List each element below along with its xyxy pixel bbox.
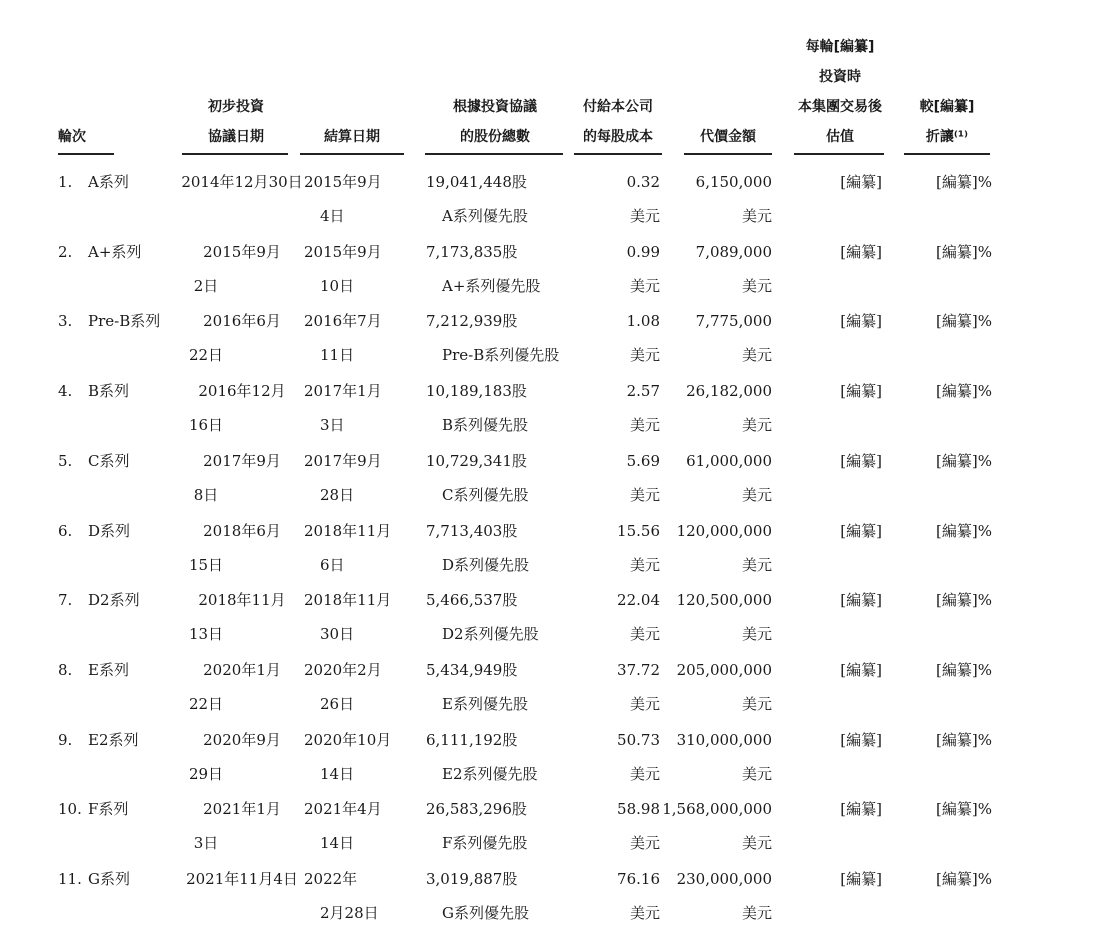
header-cost-line-2: 的每股成本: [583, 129, 653, 145]
row-1-shares: 19,041,448股: [426, 173, 527, 191]
row-7-discount: [編纂]%: [936, 591, 992, 609]
row-11-number: 11.: [58, 870, 82, 888]
row-11-valuation: [編纂]: [840, 870, 882, 888]
row-7-shares: 5,466,537股: [426, 591, 518, 609]
row-8-settlement-date: 2020年2月: [304, 661, 382, 679]
header-cost-underline: [574, 153, 662, 155]
row-5-consideration: 61,000,000: [686, 452, 772, 470]
row-4-discount: [編纂]%: [936, 382, 992, 400]
row-4-consideration: 26,182,000: [686, 382, 772, 400]
row-8-consideration-currency: 美元: [741, 695, 772, 713]
row-5-shares: 10,729,341股: [426, 452, 527, 470]
row-4-agreement-date-cont: 16日: [188, 416, 224, 434]
header-discount-line-1: 較[編纂]: [919, 99, 975, 115]
header-round-line-1: 輪次: [58, 129, 86, 145]
row-5-number: 5.: [58, 452, 73, 470]
row-8-share-class: E系列優先股: [442, 695, 528, 713]
row-10-discount: [編纂]%: [936, 800, 992, 818]
header-amount-line-1: 代價金額: [700, 129, 756, 145]
row-1-discount: [編纂]%: [936, 173, 992, 191]
row-3-agreement-date-cont: 22日: [188, 346, 224, 364]
row-6-agreement-date-cont: 15日: [188, 556, 224, 574]
row-11-shares: 3,019,887股: [426, 870, 518, 888]
row-8-discount: [編纂]%: [936, 661, 992, 679]
row-5-cost-currency: 美元: [629, 486, 660, 504]
row-8-cost-currency: 美元: [629, 695, 660, 713]
row-3-share-class: Pre-B系列優先股: [442, 346, 560, 364]
row-11-consideration-currency: 美元: [741, 904, 772, 922]
header-settlement_date-underline: [300, 153, 404, 155]
row-11-settlement-date: 2022年: [304, 870, 358, 888]
row-8-consideration: 205,000,000: [676, 661, 772, 679]
header-agreement_date-line-1: 初步投資: [208, 99, 264, 115]
row-1-agreement-date: 2014年12月30日: [181, 173, 303, 191]
header-valuation-line-4: 估值: [826, 129, 854, 145]
row-2-settlement-date-cont: 10日: [320, 277, 355, 295]
row-8-number: 8.: [58, 661, 73, 679]
row-3-settlement-date: 2016年7月: [304, 312, 382, 330]
row-7-consideration: 120,500,000: [676, 591, 772, 609]
row-9-number: 9.: [58, 731, 73, 749]
row-3-consideration-currency: 美元: [741, 346, 772, 364]
header-round-underline: [58, 153, 114, 155]
row-5-agreement-date-cont: 8日: [193, 486, 219, 504]
header-valuation-line-1: 每輪[編纂]: [805, 39, 875, 55]
row-7-agreement-date-cont: 13日: [188, 625, 224, 643]
row-1-number: 1.: [58, 173, 73, 191]
row-1-share-class: A系列優先股: [442, 207, 528, 225]
row-9-valuation: [編纂]: [840, 731, 882, 749]
row-11-share-class: G系列優先股: [442, 904, 529, 922]
row-4-valuation: [編纂]: [840, 382, 882, 400]
row-9-agreement-date-cont: 29日: [188, 765, 224, 783]
row-8-settlement-date-cont: 26日: [320, 695, 355, 713]
row-3-shares: 7,212,939股: [426, 312, 518, 330]
row-3-number: 3.: [58, 312, 73, 330]
row-3-agreement-date: 2016年6月: [203, 312, 281, 330]
row-2-shares: 7,173,835股: [426, 243, 518, 261]
row-7-settlement-date-cont: 30日: [320, 625, 355, 643]
row-4-cost-per-share: 2.57: [626, 382, 660, 400]
header-valuation-line-2: 投資時: [819, 69, 861, 85]
row-5-cost-per-share: 5.69: [626, 452, 660, 470]
row-2-agreement-date-cont: 2日: [193, 277, 219, 295]
row-2-settlement-date: 2015年9月: [304, 243, 382, 261]
row-4-agreement-date: 2016年12月: [198, 382, 286, 400]
row-2-round: A+系列: [88, 243, 142, 261]
header-agreement_date-underline: [182, 153, 288, 155]
header-discount-underline: [904, 153, 990, 155]
header-amount-underline: [684, 153, 772, 155]
header-discount-line-2: 折讓⁽¹⁾: [925, 129, 969, 145]
row-7-round: D2系列: [88, 591, 140, 609]
row-5-round: C系列: [88, 452, 130, 470]
header-shares-underline: [425, 153, 563, 155]
row-10-agreement-date: 2021年1月: [203, 800, 281, 818]
row-10-share-class: F系列優先股: [442, 834, 528, 852]
row-5-settlement-date: 2017年9月: [304, 452, 382, 470]
row-9-discount: [編纂]%: [936, 731, 992, 749]
row-1-cost-currency: 美元: [629, 207, 660, 225]
row-6-shares: 7,713,403股: [426, 522, 518, 540]
row-2-agreement-date: 2015年9月: [203, 243, 281, 261]
header-shares-line-1: 根據投資協議: [453, 99, 537, 115]
header-agreement_date-line-2: 協議日期: [208, 129, 264, 145]
row-1-settlement-date-cont: 4日: [320, 207, 345, 225]
row-10-round: F系列: [88, 800, 129, 818]
row-2-share-class: A+系列優先股: [442, 277, 541, 295]
header-shares-line-2: 的股份總數: [460, 129, 530, 145]
row-6-valuation: [編纂]: [840, 522, 882, 540]
row-7-share-class: D2系列優先股: [442, 625, 539, 643]
row-9-agreement-date: 2020年9月: [203, 731, 281, 749]
row-4-number: 4.: [58, 382, 73, 400]
header-settlement_date-line-1: 結算日期: [324, 129, 380, 145]
row-8-cost-per-share: 37.72: [617, 661, 660, 679]
row-7-cost-currency: 美元: [629, 625, 660, 643]
row-11-settlement-date-cont: 2月28日: [320, 904, 379, 922]
row-5-agreement-date: 2017年9月: [203, 452, 281, 470]
row-3-cost-currency: 美元: [629, 346, 660, 364]
row-7-valuation: [編纂]: [840, 591, 882, 609]
row-9-settlement-date: 2020年10月: [304, 731, 392, 749]
row-4-consideration-currency: 美元: [741, 416, 772, 434]
row-6-consideration: 120,000,000: [676, 522, 772, 540]
row-9-settlement-date-cont: 14日: [320, 765, 355, 783]
row-10-number: 10.: [58, 800, 82, 818]
row-9-consideration-currency: 美元: [741, 765, 772, 783]
row-1-settlement-date: 2015年9月: [304, 173, 382, 191]
row-9-consideration: 310,000,000: [676, 731, 772, 749]
row-6-agreement-date: 2018年6月: [203, 522, 281, 540]
row-10-valuation: [編纂]: [840, 800, 882, 818]
row-9-cost-per-share: 50.73: [617, 731, 660, 749]
row-4-settlement-date-cont: 3日: [320, 416, 345, 434]
row-9-shares: 6,111,192股: [426, 731, 518, 749]
row-6-settlement-date: 2018年11月: [304, 522, 392, 540]
row-4-cost-currency: 美元: [629, 416, 660, 434]
row-11-cost-currency: 美元: [629, 904, 660, 922]
row-6-consideration-currency: 美元: [741, 556, 772, 574]
row-2-consideration-currency: 美元: [741, 277, 772, 295]
row-3-cost-per-share: 1.08: [626, 312, 660, 330]
row-6-cost-per-share: 15.56: [617, 522, 660, 540]
row-3-consideration: 7,775,000: [695, 312, 772, 330]
row-9-round: E2系列: [88, 731, 139, 749]
row-10-consideration: 1,568,000,000: [662, 800, 772, 818]
row-6-settlement-date-cont: 6日: [320, 556, 345, 574]
row-10-settlement-date: 2021年4月: [304, 800, 382, 818]
row-1-consideration: 6,150,000: [695, 173, 772, 191]
row-7-settlement-date: 2018年11月: [304, 591, 392, 609]
row-1-round: A系列: [88, 173, 129, 191]
row-3-round: Pre-B系列: [88, 312, 161, 330]
row-5-valuation: [編纂]: [840, 452, 882, 470]
row-6-discount: [編纂]%: [936, 522, 992, 540]
row-3-discount: [編纂]%: [936, 312, 992, 330]
row-3-valuation: [編纂]: [840, 312, 882, 330]
row-11-agreement-date: 2021年11月4日: [186, 870, 298, 888]
row-10-agreement-date-cont: 3日: [193, 834, 219, 852]
row-8-agreement-date: 2020年1月: [203, 661, 281, 679]
row-4-settlement-date: 2017年1月: [304, 382, 382, 400]
row-10-shares: 26,583,296股: [426, 800, 527, 818]
row-11-discount: [編纂]%: [936, 870, 992, 888]
row-9-share-class: E2系列優先股: [442, 765, 538, 783]
row-6-cost-currency: 美元: [629, 556, 660, 574]
row-2-consideration: 7,089,000: [695, 243, 772, 261]
row-10-cost-per-share: 58.98: [617, 800, 660, 818]
row-8-round: E系列: [88, 661, 129, 679]
row-8-valuation: [編纂]: [840, 661, 882, 679]
row-11-cost-per-share: 76.16: [617, 870, 660, 888]
row-8-shares: 5,434,949股: [426, 661, 518, 679]
header-valuation-line-3: 本集團交易後: [798, 99, 882, 115]
row-11-round: G系列: [88, 870, 130, 888]
row-3-settlement-date-cont: 11日: [320, 346, 355, 364]
row-5-settlement-date-cont: 28日: [320, 486, 355, 504]
header-cost-line-1: 付給本公司: [583, 99, 653, 115]
row-10-settlement-date-cont: 14日: [320, 834, 355, 852]
row-7-agreement-date: 2018年11月: [198, 591, 286, 609]
row-10-consideration-currency: 美元: [741, 834, 772, 852]
row-9-cost-currency: 美元: [629, 765, 660, 783]
row-2-number: 2.: [58, 243, 73, 261]
row-4-share-class: B系列優先股: [442, 416, 529, 434]
row-5-discount: [編纂]%: [936, 452, 992, 470]
row-5-share-class: C系列優先股: [442, 486, 529, 504]
row-2-discount: [編纂]%: [936, 243, 992, 261]
row-2-cost-per-share: 0.99: [626, 243, 660, 261]
row-6-share-class: D系列優先股: [442, 556, 530, 574]
row-1-consideration-currency: 美元: [741, 207, 772, 225]
row-7-cost-per-share: 22.04: [617, 591, 660, 609]
row-4-round: B系列: [88, 382, 130, 400]
row-6-number: 6.: [58, 522, 73, 540]
row-7-consideration-currency: 美元: [741, 625, 772, 643]
row-1-valuation: [編纂]: [840, 173, 882, 191]
row-10-cost-currency: 美元: [629, 834, 660, 852]
row-2-cost-currency: 美元: [629, 277, 660, 295]
row-7-number: 7.: [58, 591, 73, 609]
row-1-cost-per-share: 0.32: [626, 173, 660, 191]
row-4-shares: 10,189,183股: [426, 382, 527, 400]
row-5-consideration-currency: 美元: [741, 486, 772, 504]
row-6-round: D系列: [88, 522, 131, 540]
row-8-agreement-date-cont: 22日: [188, 695, 224, 713]
row-11-consideration: 230,000,000: [676, 870, 772, 888]
header-valuation-underline: [794, 153, 884, 155]
row-2-valuation: [編纂]: [840, 243, 882, 261]
